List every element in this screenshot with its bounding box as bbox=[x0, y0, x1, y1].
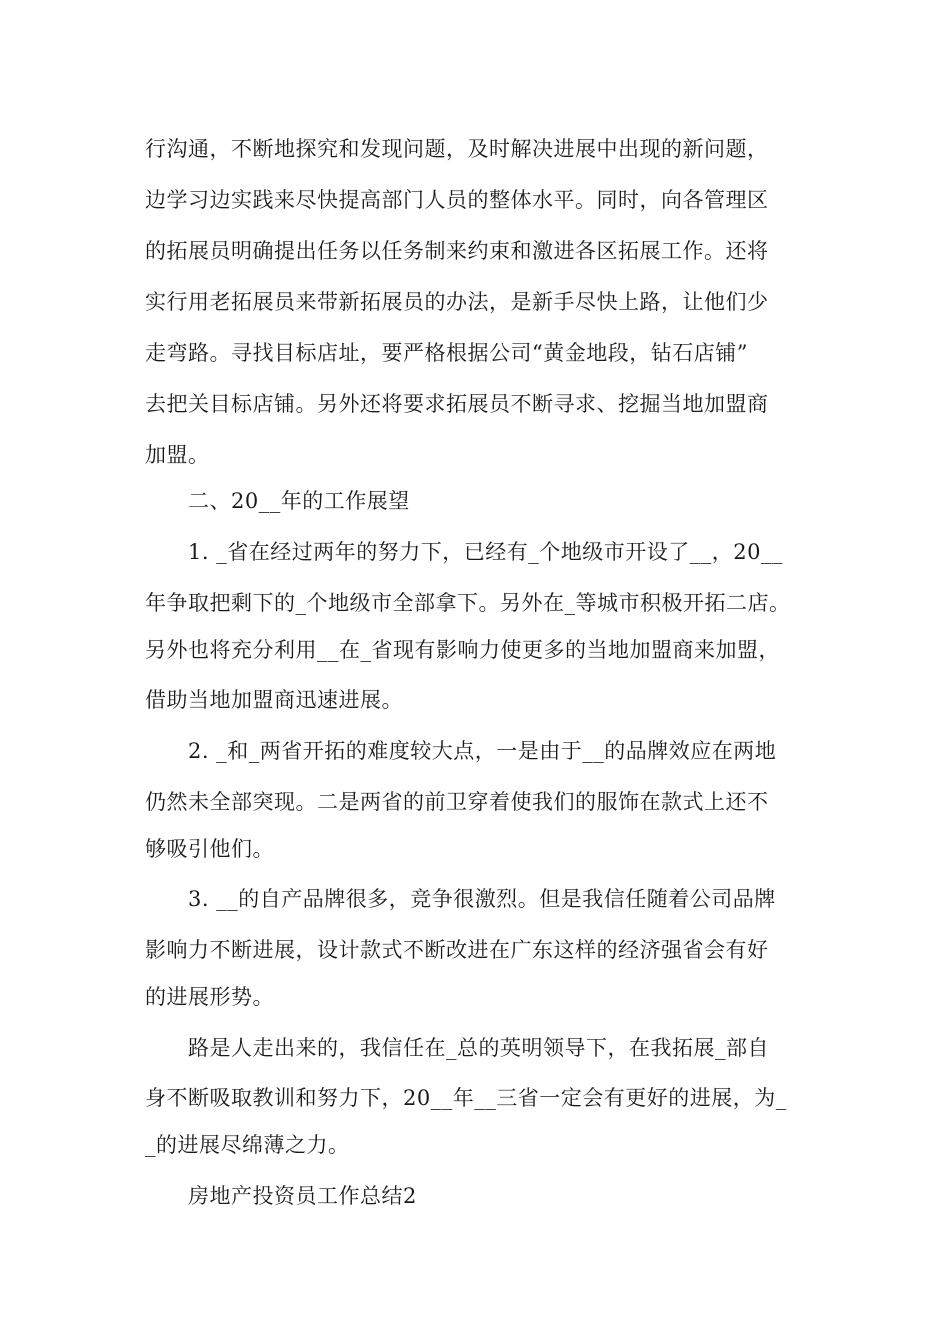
body-text-line: 走弯路。寻找目标店址，要严格根据公司“黄金地段，钻石店铺” bbox=[145, 341, 748, 365]
paragraph-start: 路是人走出来的，我信任在_总的英明领导下，在我拓展_部自 bbox=[188, 1036, 769, 1060]
body-text-line: 的拓展员明确提出任务以任务制来约束和激进各区拓展工作。还将 bbox=[145, 239, 769, 263]
list-item-1: 1. _省在经过两年的努力下，已经有_个地级市开设了__，20__ bbox=[188, 540, 783, 564]
body-text-line: 够吸引他们。 bbox=[145, 837, 274, 861]
body-text-line: _的进展尽绵薄之力。 bbox=[145, 1133, 350, 1157]
body-text-line: 实行用老拓展员来带新拓展员的办法，是新手尽快上路，让他们少 bbox=[145, 290, 769, 314]
body-text-line: 去把关目标店铺。另外还将要求拓展员不断寻求、挖掘当地加盟商 bbox=[145, 392, 769, 416]
section-heading: 二、20__年的工作展望 bbox=[188, 489, 410, 513]
body-text-line: 边学习边实践来尽快提高部门人员的整体水平。同时，向各管理区 bbox=[145, 188, 769, 212]
body-text-line: 身不断吸取教训和努力下，20__年__三省一定会有更好的进展，为_ bbox=[145, 1086, 787, 1110]
body-text-line: 的进展形势。 bbox=[145, 985, 274, 1009]
body-text-line: 行沟通，不断地探究和发现问题，及时解决进展中出现的新问题， bbox=[145, 137, 769, 161]
body-text-line: 另外也将充分利用__在_省现有影响力使更多的当地加盟商来加盟， bbox=[145, 638, 780, 662]
body-text-line: 仍然未全部突现。二是两省的前卫穿着使我们的服饰在款式上还不 bbox=[145, 790, 769, 814]
body-text-line: 年争取把剩下的_个地级市全部拿下。另外在_等城市积极开拓二店。 bbox=[145, 591, 791, 615]
body-text-line: 影响力不断进展，设计款式不断改进在广东这样的经济强省会有好 bbox=[145, 938, 769, 962]
list-item-3: 3. __的自产品牌很多，竞争很激烈。但是我信任随着公司品牌 bbox=[188, 887, 776, 911]
body-text-line: 加盟。 bbox=[145, 443, 210, 467]
document-title: 房地产投资员工作总结2 bbox=[188, 1184, 417, 1208]
body-text-line: 借助当地加盟商迅速进展。 bbox=[145, 688, 403, 712]
list-item-2: 2. _和_两省开拓的难度较大点，一是由于__的品牌效应在两地 bbox=[188, 739, 777, 763]
